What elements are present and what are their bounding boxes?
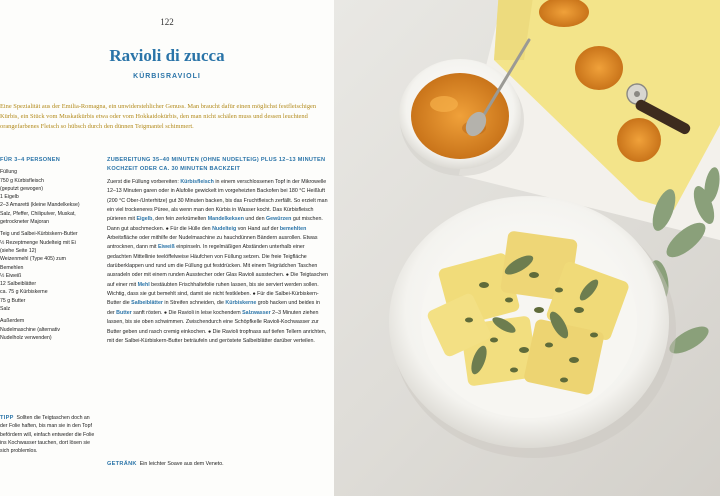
ingredient-group-heading: Teig und Salbei-Kürbiskern-Butter bbox=[0, 231, 78, 238]
ingredient-group bbox=[0, 168, 98, 226]
ingredient-item: Nudelholz verwenden) bbox=[0, 334, 52, 341]
ingredient-list bbox=[0, 168, 98, 342]
instruction-text: Arbeitsfläche oder mithilfe der Nudelmaschine zu hauchdünnen Bändern ausrollen. Etwas antrocknen, dann mit bbox=[107, 235, 318, 251]
ingredient-highlight: Kürbisfleisch bbox=[180, 179, 214, 185]
servings-heading: FÜR 3–4 PERSONEN bbox=[0, 157, 61, 163]
ingredient-item: ½ Rezeptmenge Nudelteig mit Ei bbox=[0, 239, 76, 246]
ingredient-group-heading: Außerdem bbox=[0, 318, 25, 325]
drink-label: GETRÄNK bbox=[107, 461, 137, 467]
ingredient-highlight: Salzwasser bbox=[242, 309, 271, 316]
ingredient-item: 75 g Butter bbox=[0, 297, 26, 304]
tip-box bbox=[0, 414, 98, 455]
instruction-text: grob hacken und beides in der bbox=[107, 300, 320, 316]
ingredient-item: 750 g Kürbisfleisch bbox=[0, 177, 44, 184]
ingredient-item: 2–3 Amaretti (kleine Mandelkekse) bbox=[0, 202, 80, 209]
instruction-text: in einem verschlossenen Topf in der Mikrowelle 12–13 Minuten garen oder in Alufolie gewickelt im vorgeheizten Backofen bei 180 °C Heißluft (200 °C Ober-/Unterhitze) gut 30 Minuten backen, bis das Fruchtfleisch zerfällt. So erzielt man ein viel trockeneres Püree, als wenn man den Kürbis in Wasser kocht. Das Kürbisfleisch pürieren mit bbox=[107, 179, 328, 223]
ingredient-highlight: Salbeiblätter bbox=[131, 300, 163, 307]
recipe-photo bbox=[334, 0, 720, 496]
ingredient-item: Bemehlen bbox=[0, 264, 24, 271]
recipe-title: Ravioli di zucca bbox=[109, 46, 225, 65]
instruction-text: Zuerst die Füllung vorbereiten: bbox=[107, 179, 181, 185]
ingredient-item: Salz bbox=[0, 306, 11, 313]
instruction-text: bestäubten Frischhaltefolie ruhen lassen, bis sie serviert werden sollen. Wichtig, dass sie gut bemehlt sind, damit sie nicht festkleben. ● Für die Salbei-Kürbiskern-Butter die bbox=[107, 281, 319, 307]
ingredient-highlight: Eiweiß bbox=[157, 244, 175, 251]
photo-illustration bbox=[334, 0, 720, 496]
ingredient-item: 12 Salbeiblätter bbox=[0, 281, 37, 288]
ingredients-column bbox=[0, 156, 98, 346]
instruction-text: 2–3 Minuten ziehen lassen, bis sie oben schwimmen. Zwischendurch eine Schöpfkelle Ravioli-Kochwasser zur Butter geben und rasch cremig einkochen. ● Die Ravioli tropfnass auf tiefen Tellern anrichten, mit der Salbei-Kürbiskern-Butter beträufeln und geröstete Salbeiblätter darüber verteilen. bbox=[107, 309, 327, 344]
ingredient-group bbox=[0, 317, 98, 342]
tip-label: TIPP bbox=[0, 415, 14, 421]
instruction-text: sanft rösten. ● Die Ravioli in leise kochendem bbox=[131, 309, 243, 316]
ingredient-highlight: Mandelkeksen bbox=[207, 216, 244, 223]
ingredient-highlight: bemehlten bbox=[279, 225, 307, 232]
ingredient-item: Weizenmehl (Type 405) zum bbox=[0, 256, 66, 263]
instruction-text: gut mischen. Dann gut abschmecken. ● Für die Hülle den bbox=[107, 216, 323, 232]
drink-text: Ein leichter Soave aus dem Veneto. bbox=[139, 461, 224, 467]
ingredient-item: (geputzt gewogen) bbox=[0, 185, 43, 192]
ingredient-group bbox=[0, 230, 98, 313]
ingredient-highlight: Kürbiskerne bbox=[225, 300, 257, 307]
ingredient-item: getrockneter Majoran bbox=[0, 219, 50, 226]
ingredient-highlight: Eigelb bbox=[136, 216, 153, 223]
instructions-column bbox=[107, 156, 329, 346]
ingredient-group-heading: Füllung bbox=[0, 169, 18, 176]
recipe-intro: Eine Spezialität aus der Emilia-Romagna, ein unwiderstehlicher Genuss. Man braucht dafür einen möglichst festfleischigen Kürbis, ein Stück vom Muskatkürbis etwa oder vom Hokkaidokürbis, den man nicht schälen muss und dessen leuchtend orangefarbenes Fleisch so hübsch durch den dünnen Teigmantel schimmert. bbox=[0, 103, 317, 130]
ingredient-item: Nudelmaschine (alternativ bbox=[0, 326, 60, 333]
instruction-text: einpinseln. In regelmäßigen Abständen unterhalb einer gedachten Mittellinie teelöffelweise Häufchen von Füllung setzen. Die freie Teigfläche darüberklappen und rund um die Füllung gut festdrücken. Mit einem Teigrädchen Taschen ausradeln oder mit einem runden Ausstecher oder Glas Ravioli ausstechen. ● Die Teigtaschen auf einer mit bbox=[107, 244, 328, 288]
ingredient-highlight: Gewürzen bbox=[266, 216, 292, 223]
ingredient-highlight: Butter bbox=[116, 309, 132, 316]
ingredient-item: ½ Eiweiß bbox=[0, 272, 22, 279]
ingredient-item: 1 Eigelb bbox=[0, 194, 19, 201]
time-heading: ZUBEREITUNG 35–40 MINUTEN (OHNE NUDELTEIG) PLUS 12–13 MINUTEN KOCHZEIT ODER CA. 30 MINUTEN BACKZEIT bbox=[107, 157, 326, 172]
recipe-page bbox=[0, 0, 334, 496]
instruction-text: und den bbox=[243, 216, 267, 223]
drink-line bbox=[107, 461, 329, 467]
recipe-subtitle: KÜRBISRAVIOLI bbox=[133, 73, 201, 80]
ingredient-highlight: Nudelteig bbox=[212, 225, 237, 232]
instruction-text: , den fein zerkrümelten bbox=[152, 216, 208, 223]
ingredient-item: Salz, Pfeffer, Chilipulver, Muskat, bbox=[0, 210, 76, 217]
instruction-text: von Hand auf der bbox=[236, 225, 280, 232]
page-number: 122 bbox=[160, 17, 174, 27]
instruction-text: in Streifen schneiden, die bbox=[162, 300, 226, 307]
tip-text: Sollten die Teigtaschen doch an der Folie haften, bis man sie in den Topf befördern will, einfach entweder die Folie ins Kochwasser tauchen, dort lösen sie sich problemlos. bbox=[0, 415, 95, 455]
ingredient-highlight: Mehl bbox=[137, 281, 150, 288]
ingredient-item: ca. 75 g Kürbiskerne bbox=[0, 289, 48, 296]
instructions-text bbox=[107, 178, 329, 346]
ingredient-item: (siehe Seite 12) bbox=[0, 247, 37, 254]
